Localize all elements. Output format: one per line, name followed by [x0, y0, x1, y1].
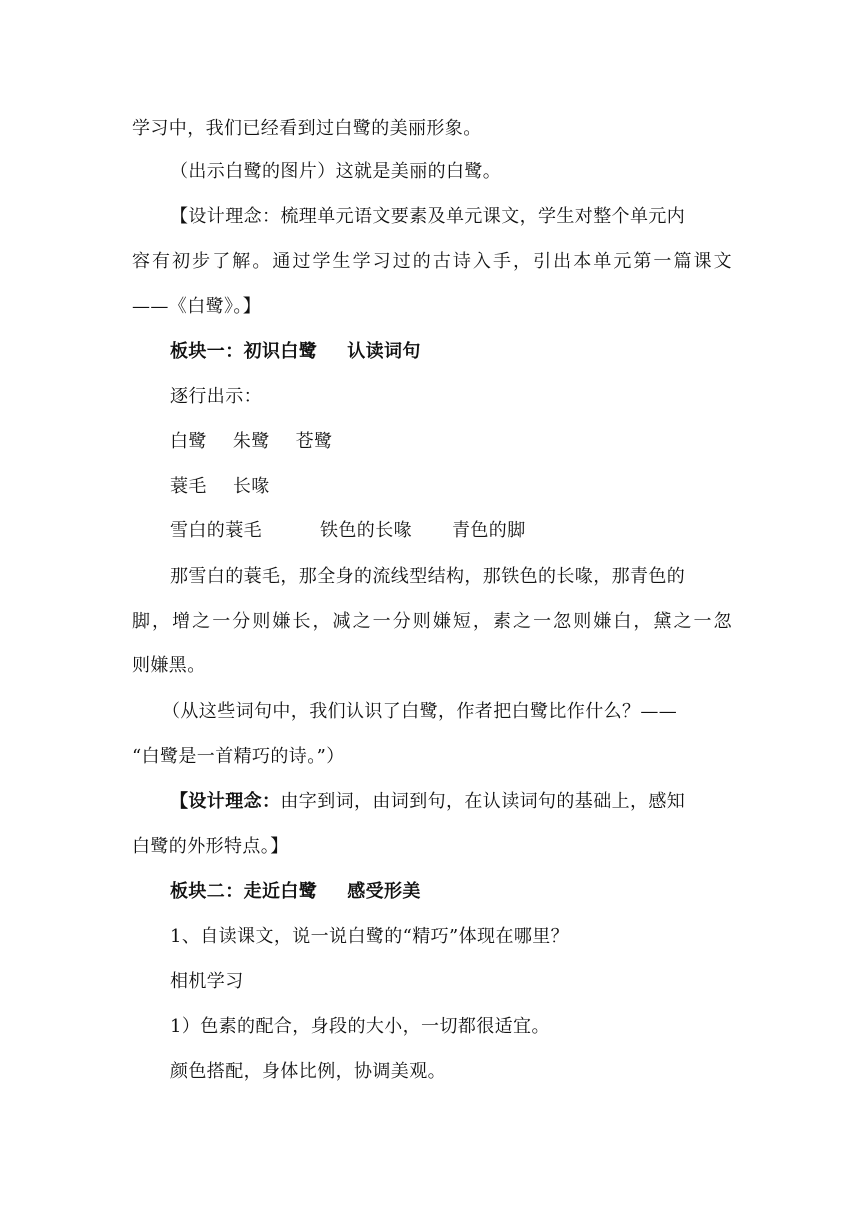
paragraph-line: （从这些词句中，我们认识了白鹭，作者把白鹭比作什么？—— — [162, 701, 678, 722]
design-note-line: 容有初步了解。通过学生学习过的古诗入手，引出本单元第一篇课文 — [132, 251, 732, 272]
design-note-line — [170, 790, 770, 814]
design-note-line: 白鹭的外形特点。】 — [132, 836, 289, 857]
paragraph-line: 那雪白的蓑毛，那全身的流线型结构，那铁色的长喙，那青色的 — [170, 566, 686, 587]
paragraph-line: 逐行出示： — [170, 386, 262, 407]
paragraph-line: （出示白鹭的图片）这就是美丽的白鹭。 — [170, 161, 502, 182]
paragraph-line: 脚，增之一分则嫌长，减之一分则嫌短，素之一忽则嫌白，黛之一忽 — [132, 611, 732, 632]
paragraph-line: “白鹭是一首精巧的诗。”） — [132, 746, 345, 767]
design-note-text: 由字到词，由词到句，在认读词句的基础上，感知 — [280, 791, 686, 812]
word-item: 铁色的长喙 — [320, 520, 412, 541]
word-item: 白鹭 — [170, 431, 207, 452]
paragraph-line: 学习中，我们已经看到过白鹭的美丽形象。 — [132, 118, 482, 139]
design-note-line: ——《白鹭》。】 — [132, 296, 262, 317]
section-heading-part: 认读词句 — [347, 341, 421, 362]
design-note-label: 【设计理念： — [170, 791, 281, 812]
word-item: 蓑毛 — [170, 476, 207, 497]
section-heading-part: 感受形美 — [347, 881, 421, 902]
design-note-line: 【设计理念：梳理单元语文要素及单元课文，学生对整个单元内 — [170, 206, 686, 227]
paragraph-line: 1、自读课文，说一说白鹭的“精巧”体现在哪里？ — [170, 926, 570, 947]
word-item: 雪白的蓑毛 — [170, 520, 262, 541]
word-list — [170, 519, 770, 543]
section-heading — [170, 340, 770, 364]
paragraph-line: 1）色素的配合，身段的大小，一切都很适宜。 — [170, 1016, 550, 1037]
section-heading-part: 板块一：初识白鹭 — [170, 341, 318, 362]
word-item: 长喙 — [232, 476, 270, 497]
paragraph-line: 相机学习 — [170, 971, 244, 992]
section-heading-part: 板块二：走近白鹭 — [170, 881, 318, 902]
word-list — [170, 430, 770, 454]
word-item: 青色的脚 — [452, 520, 526, 541]
word-item: 朱鹭 — [232, 431, 270, 452]
section-heading — [170, 880, 770, 904]
paragraph-line: 则嫌黑。 — [132, 655, 206, 676]
paragraph-line: 颜色搭配，身体比例，协调美观。 — [170, 1061, 446, 1082]
word-item: 苍鹭 — [295, 431, 333, 452]
word-list — [170, 475, 770, 499]
